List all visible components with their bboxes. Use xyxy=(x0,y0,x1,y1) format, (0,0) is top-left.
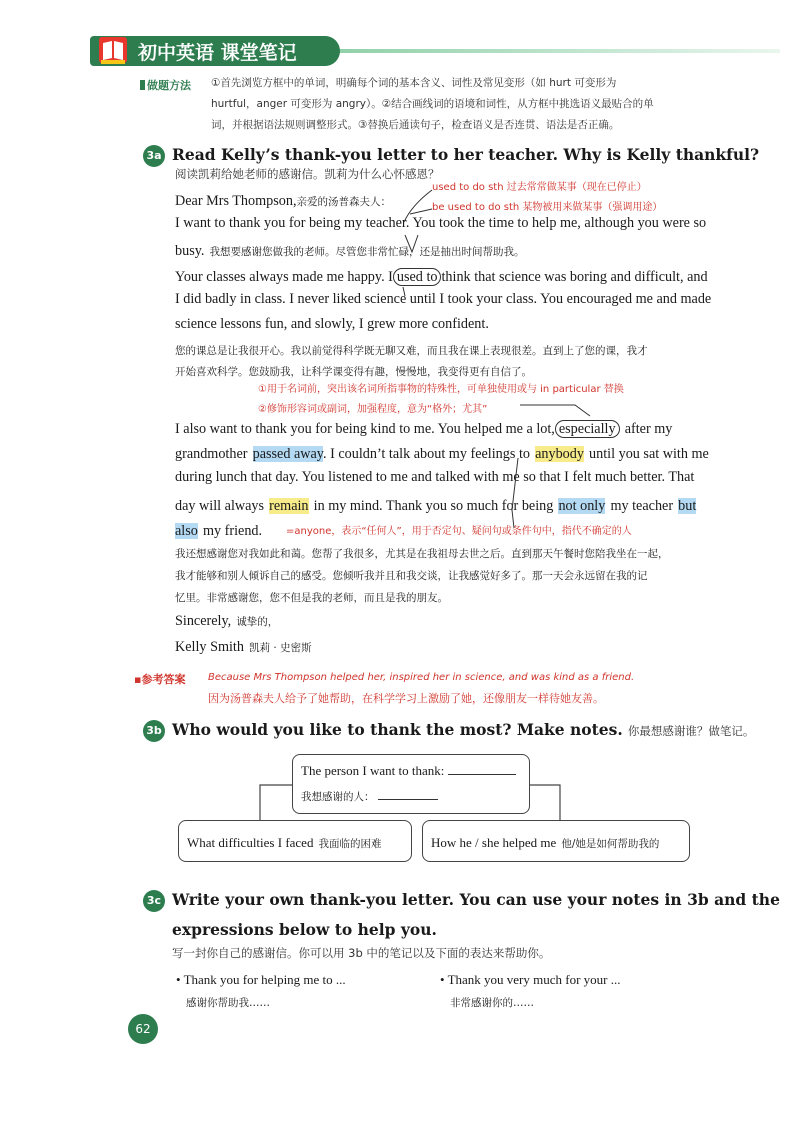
letter-p3-cn1: 我还想感谢您对我如此和蔼。您帮了我很多，尤其是在我祖母去世之后。直到那天午餐时您陪我坐在一起， xyxy=(175,548,669,560)
especially-highlight: especially xyxy=(555,420,620,438)
note-especially-1: ①用于名词前，突出该名词所指事物的特殊性，可单独使用或与 in particular 替换 xyxy=(258,384,624,395)
notes-person-box xyxy=(292,754,530,814)
note-be-used-to: be used to do sth 某物被用来做某事（强调用途） xyxy=(432,202,663,213)
section-3a-title-cn: 阅读凯莉给她老师的感谢信。凯莉为什么心怀感恩？ xyxy=(175,167,440,181)
help-label: How he / she helped me 他/她是如何帮助我的 xyxy=(431,835,660,850)
section-3a-title: Read Kelly’s thank-you letter to her teacher. Why is Kelly thankful? xyxy=(172,145,760,164)
section-3c-title-line2: expressions below to help you. xyxy=(172,920,437,939)
letter-p1-line1: I want to thank you for being my teacher. You took the time to help me, although you were so xyxy=(175,215,707,231)
answer-tag: ▪参考答案 xyxy=(134,673,186,686)
letter-p2-cn1: 您的课总是让我很开心。我以前觉得科学既无聊又难，而且我在课上表现很差。直到上了您的课，我才 xyxy=(175,345,648,357)
anybody-highlight: anybody xyxy=(535,446,584,462)
passed-away-highlight: passed away xyxy=(252,446,323,462)
section-3b-badge: 3b xyxy=(143,720,165,742)
letter-p2-cn2: 开始喜欢科学。您鼓励我，让科学课变得有趣，慢慢地，我变得更有自信了。 xyxy=(175,366,532,378)
notes-difficulties-box xyxy=(178,820,412,862)
also-highlight: also xyxy=(175,523,198,539)
used-to-highlight: used to xyxy=(393,268,442,286)
section-3b-title: Who would you like to thank the most? Make notes. 你最想感谢谁？做笔记。 xyxy=(172,720,755,739)
letter-p3-line3: during lunch that day. You listened to me and talked with me so that I felt much better. That xyxy=(175,469,695,485)
person-prompt-en: The person I want to thank: xyxy=(301,763,516,779)
letter-p1-line2: busy. 我想要感谢您做我的老师。尽管您非常忙碌，还是抽出时间帮助我。 xyxy=(175,243,525,259)
section-3c-title-line1: Write your own thank-you letter. You can use your notes in 3b and the xyxy=(172,890,780,909)
expression-1-en: • Thank you for helping me to ... xyxy=(176,972,346,987)
method-text: ①首先浏览方框中的单词，明确每个词的基本含义、词性及常见变形（如 hurt 可变形为 hurtful，anger 可变形为 angry）。②结合画线词的语境和词性，从方框中挑选语义最贴合的单 词，并根据语法规则调整形式。③替换后通读句子，检查语义是否连贯、语法是否正确。 xyxy=(211,77,654,131)
expression-2-en: • Thank you very much for your ... xyxy=(440,972,621,987)
section-3c-title-cn: 写一封你自己的感谢信。你可以用 3b 中的笔记以及下面的表达来帮助你。 xyxy=(172,946,551,960)
not-only-highlight: not only xyxy=(558,498,606,514)
letter-p3-line4: day will always remain in my mind. Thank you so much for being not only my teacher but xyxy=(175,498,697,514)
section-3a-badge: 3a xyxy=(143,145,165,167)
header-title: 初中英语 课堂笔记 xyxy=(138,42,297,64)
difficulties-label: What difficulties I faced 我面临的困难 xyxy=(187,835,382,850)
section-3c-badge: 3c xyxy=(143,890,165,912)
page-number: 62 xyxy=(128,1014,158,1044)
letter-signature: Kelly Smith 凯莉 · 史密斯 xyxy=(175,639,312,655)
note-used-to: used to do sth 过去常常做某事（现在已停止） xyxy=(432,182,647,193)
note-especially-2: ②修饰形容词或副词，加强程度，意为“格外；尤其” xyxy=(258,404,488,415)
letter-closing: Sincerely, 诚挚的， xyxy=(175,613,279,629)
letter-p3-line5: also my friend. xyxy=(175,523,263,539)
letter-p3-line2: grandmother passed away. I couldn’t talk about my feelings to anybody until you sat with me xyxy=(175,446,709,462)
letter-p3-cn2: 我才能够和别人倾诉自己的感受。您倾听我并且和我交谈，让我感觉好多了。那一天会永远留在我的记 xyxy=(175,570,648,582)
expression-2-cn: 非常感谢你的…… xyxy=(450,997,534,1009)
letter-p2-line2: I did badly in class. I never liked science until I took your class. You encouraged me and made xyxy=(175,291,712,307)
method-tag: 做题方法 xyxy=(140,77,191,93)
answer-cn: 因为汤普森夫人给予了她帮助，在科学学习上激励了她，还像朋友一样待她友善。 xyxy=(208,692,604,705)
letter-p3-line1: I also want to thank you for being kind to me. You helped me a lot, especially after my xyxy=(175,421,673,437)
person-prompt-cn: 我想感谢的人： xyxy=(301,789,438,804)
letter-p2-line1: Your classes always made me happy. I used to think that science was boring and difficult, and xyxy=(175,269,708,285)
notes-help-box xyxy=(422,820,690,862)
but-highlight: but xyxy=(678,498,697,514)
answer-en: Because Mrs Thompson helped her, inspired her in science, and was kind as a friend. xyxy=(208,672,635,683)
note-anybody: =anyone，表示“任何人”，用于否定句、疑问句或条件句中，指代不确定的人 xyxy=(286,526,632,537)
letter-p2-line3: science lessons fun, and slowly, I grew more confident. xyxy=(175,316,489,332)
letter-p3-cn3: 忆里。非常感谢您，您不但是我的老师，而且是我的朋友。 xyxy=(175,592,448,604)
remain-highlight: remain xyxy=(269,498,309,514)
expression-1-cn: 感谢你帮助我…… xyxy=(186,997,270,1009)
letter-greeting: Dear Mrs Thompson,亲爱的汤普森夫人： xyxy=(175,193,392,209)
